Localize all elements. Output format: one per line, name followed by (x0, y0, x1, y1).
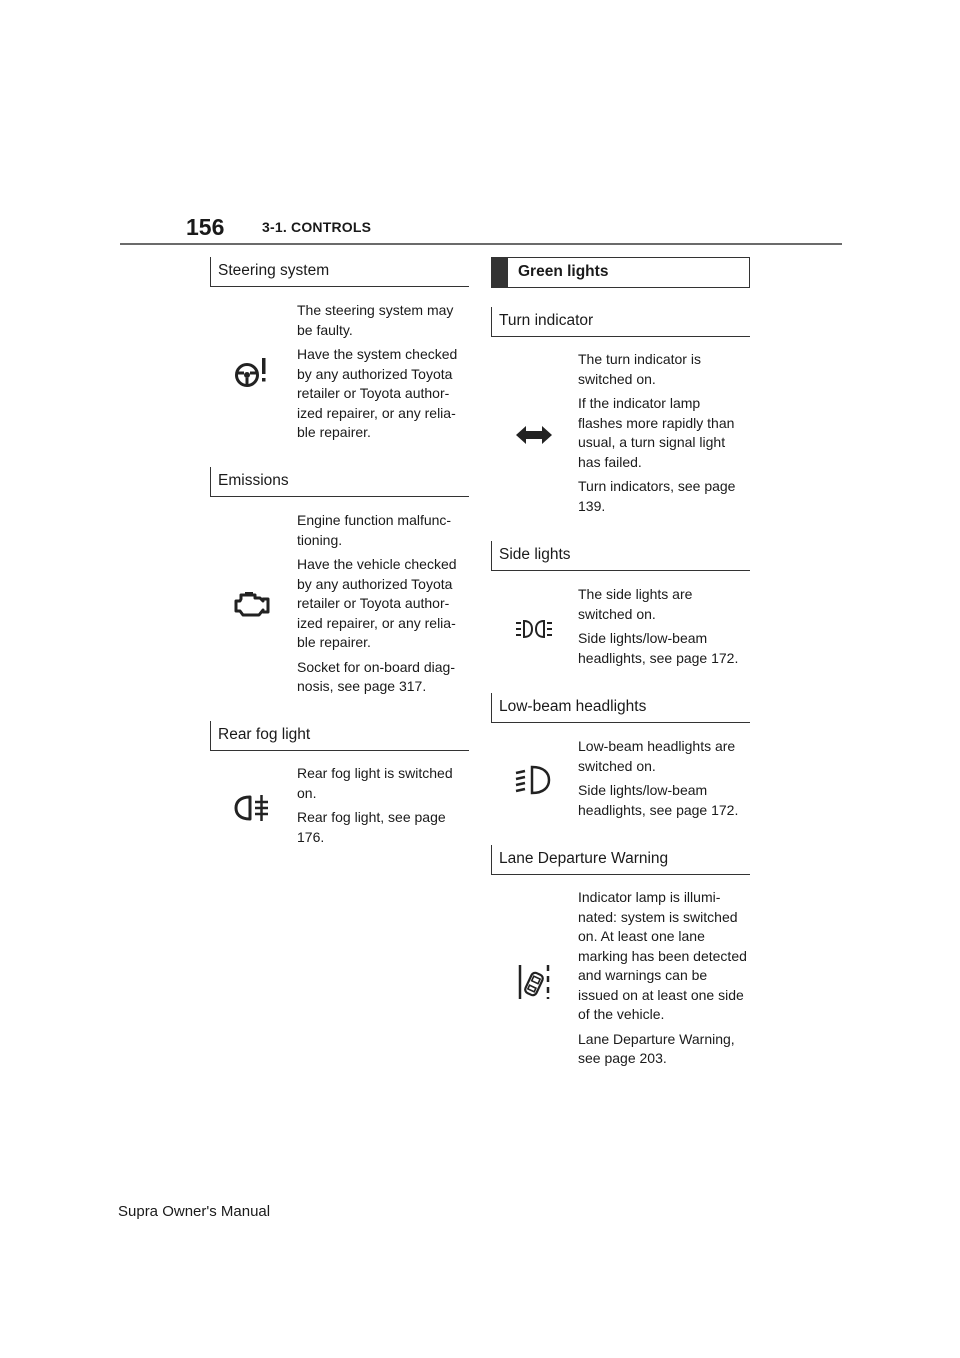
low-beam-headlights-description (578, 737, 748, 825)
turn-indicator-title: Turn indicator (499, 312, 594, 329)
rear-fog-light-title: Rear fog light (218, 726, 311, 743)
emissions-line-2: Have the vehicle checked by any authorized Toyota retailer or Toyota author-ized repairer, or any relia-ble repairer. (297, 556, 457, 650)
side-lights-description (578, 585, 748, 673)
page-number: 156 (186, 214, 225, 240)
lane-departure-warning-title: Lane Departure Warning (499, 850, 669, 867)
engine-check-icon (232, 590, 272, 620)
steering-system-heading (210, 257, 469, 287)
lane-departure-warning-line-2: Lane Departure Warning, see page 203. (578, 1030, 735, 1066)
rear-fog-light-line-1: Rear fog light is switched on. (297, 765, 453, 801)
lane-departure-warning-description (578, 888, 748, 1074)
turn-indicator-line-2: If the indicator lamp flashes more rapidly than usual, a turn signal light has failed. (578, 395, 735, 470)
header-rule (120, 243, 842, 245)
emissions-heading (210, 467, 469, 497)
side-lights-title: Side lights (499, 546, 571, 563)
steering-system-line-2: Have the system checked by any authorized Toyota retailer or Toyota author-ized repairer, or any relia-ble repairer. (297, 346, 458, 440)
lane-departure-icon (514, 962, 554, 1002)
green-lights-title: Green lights (518, 263, 609, 280)
side-lights-heading (491, 541, 750, 571)
green-lights-heading (491, 257, 750, 288)
side-lights-icon (514, 618, 554, 640)
low-beam-icon (514, 764, 554, 798)
emissions-line-3: Socket for on-board diag-nosis, see page 317. (297, 658, 455, 694)
rear-fog-light-icon (232, 792, 274, 824)
turn-indicator-icon (514, 424, 554, 446)
emissions-line-1: Engine function malfunc-tioning. (297, 512, 452, 548)
section-label: 3-1. CONTROLS (262, 219, 372, 235)
rear-fog-light-line-2: Rear fog light, see page 176. (297, 809, 446, 845)
rear-fog-light-description (297, 764, 467, 852)
turn-indicator-line-3: Turn indicators, see page 139. (578, 478, 736, 514)
side-lights-line-2: Side lights/low-beam headlights, see page 172. (578, 630, 739, 666)
steering-system-description (297, 301, 467, 448)
emissions-title: Emissions (218, 472, 289, 489)
steering-warning-icon (232, 352, 272, 392)
lane-departure-warning-heading (491, 845, 750, 875)
low-beam-headlights-line-2: Side lights/low-beam headlights, see page 172. (578, 782, 739, 818)
steering-system-line-1: The steering system may be faulty. (297, 302, 454, 338)
lane-departure-warning-line-1: Indicator lamp is illumi-nated: system is switched on. At least one lane marking has been detected and warnings can be issued on at least one side of the vehicle. (578, 889, 747, 1022)
low-beam-headlights-title: Low-beam headlights (499, 698, 647, 715)
turn-indicator-line-1: The turn indicator is switched on. (578, 351, 701, 387)
low-beam-headlights-line-1: Low-beam headlights are switched on. (578, 738, 736, 774)
rear-fog-light-heading (210, 721, 469, 751)
low-beam-headlights-heading (491, 693, 750, 723)
steering-system-title: Steering system (218, 262, 330, 279)
emissions-description (297, 511, 467, 702)
turn-indicator-heading (491, 307, 750, 337)
green-lights-heading-bar (492, 258, 508, 287)
side-lights-line-1: The side lights are switched on. (578, 586, 693, 622)
footer-manual-title: Supra Owner's Manual (118, 1203, 271, 1220)
turn-indicator-description (578, 350, 748, 521)
